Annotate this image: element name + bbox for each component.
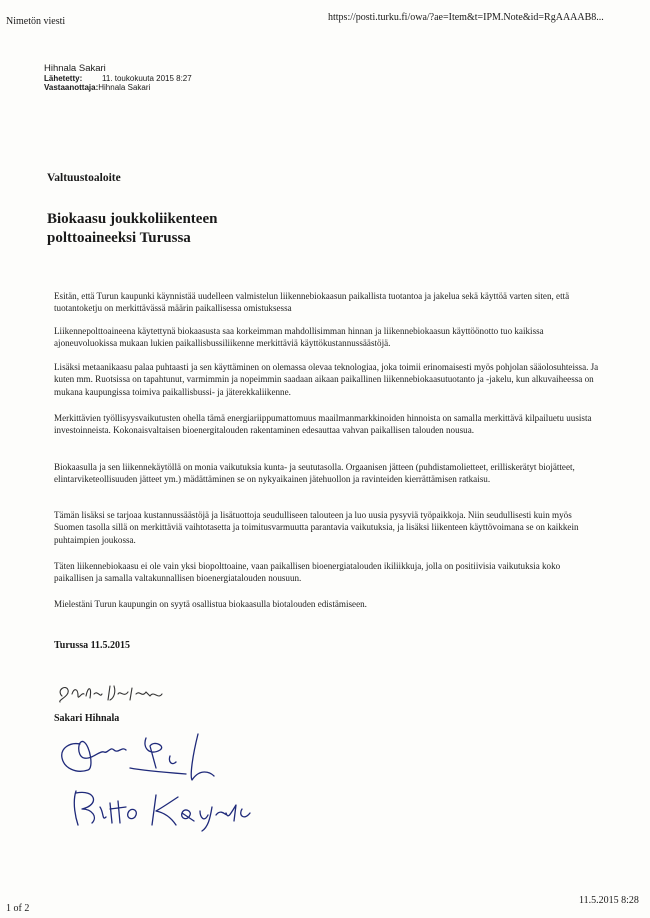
to-label: Vastaanottaja: xyxy=(44,83,99,92)
print-header-title: Nimetön viesti xyxy=(6,16,66,27)
title-line-2: polttoaineeksi Turussa xyxy=(47,230,191,246)
body-paragraph-8: Mielestäni Turun kaupungin on syytä osallistua biokaasulla biotalouden edistämiseen. xyxy=(54,599,367,609)
body-paragraph-1: Esitän, että Turun kaupunki käynnistää uudelleen valmistelun liikennebiokaasun paikallista tuotantoa ja jakelua sekä käyttöä varten siten, että tuotantoketju on merkittävässä määrin paikallisessa omistuksessa xyxy=(54,291,570,314)
sent-value: 11. toukokuuta 2015 8:27 xyxy=(102,74,192,83)
sender-name: Hihnala Sakari xyxy=(44,63,106,74)
sent-row xyxy=(44,74,192,83)
handwritten-signature-co-signer-2 xyxy=(66,785,266,835)
print-header-url: https://posti.turku.fi/owa/?ae=Item&t=IPM.Note&id=RgAAAAB8... xyxy=(328,12,604,23)
place-date: Turussa 11.5.2015 xyxy=(54,640,131,651)
document-title xyxy=(47,210,217,248)
body-paragraph-5: Biokaasulla ja sen liikennekäytöllä on monia vaikutuksia kunta- ja seututasolla. Orgaanisen jätteen (puhdistamolietteet, erilliskerätyt biojätteet, elintarviketeollisuuden jätteet ym.) mädättäminen se on nykyaikainen jätehuollon ja ravinteiden kierrättämisen ratkaisu. xyxy=(54,462,575,485)
page-counter: 1 of 2 xyxy=(6,903,30,914)
to-row xyxy=(44,83,150,92)
body-paragraph-2: Liikennepolttoaineena käytettynä biokaasusta saa korkeimman mahdollisimman hinnan ja liikennebiokaasun käyttöönotto tuo kaikissa ajoneuvoluokissa mukaan lukien paikallisbussiliikenne merkittäviä käyttökustannussäästöjä. xyxy=(54,326,544,349)
signer-name: Sakari Hihnala xyxy=(54,713,120,724)
sent-label: Lähetetty: xyxy=(44,74,83,83)
body-paragraph-7: Täten liikennebiokaasu ei ole vain yksi biopolttoaine, vaan paikallisen bioenergiatalouden ikiliikkuja, jolla on positiivisia vaikutuksia koko paikallisen ja samalla valtakunnallisen bioenergiatalouden nousuun. xyxy=(54,561,561,584)
body-paragraph-6: Tämän lisäksi se tarjoaa kustannussäästöjä ja lisätuottoja seudulliseen talouteen ja luo uusia pysyviä työpaikkoja. Niin seudullisesti kuin myös Suomen tasolla sillä on merkittäviä vaihtotasetta ja toimitusvarmuutta parantavia vaikutuksia, ja lisäksi liikenteen käyttövoimana se on kaikkein puhtaimpien joukossa. xyxy=(54,510,579,545)
to-value: Hihnala Sakari xyxy=(98,83,151,92)
document-type-heading: Valtuustoaloite xyxy=(47,172,121,184)
body-paragraph-3: Lisäksi metaanikaasu palaa puhtaasti ja sen käyttäminen on olemassa olevaa teknologiaa, joka toimii erinomaisesti myös pohjolan sääolosuhteissa. Ja kuten mm. Ruotsissa on tapahtunut, varmimmin ja nopeimmin saadaan aikaan paikallinen liikennebiokaasutuotanto ja -jakelu, kun alkuvaiheessa on mukana kaupungissa toimiva paikallisbussi- ja jäterekkaliikenne. xyxy=(54,362,599,397)
handwritten-signature-sakari xyxy=(54,678,204,706)
body-paragraph-4: Merkittävien työllisyysvaikutusten ohella tämä energiariippumattomuus maailmanmarkkinoiden hinnoista on samalla merkittävä kilpailuetu uusista investoinneista. Kokonaisvaltaisen bioenergitalouden rakentaminen edesauttaa vahvan paikallisen talouden nousua. xyxy=(54,413,592,436)
title-line-1: Biokaasu joukkoliikenteen xyxy=(47,211,218,227)
print-timestamp: 11.5.2015 8:28 xyxy=(579,895,639,906)
